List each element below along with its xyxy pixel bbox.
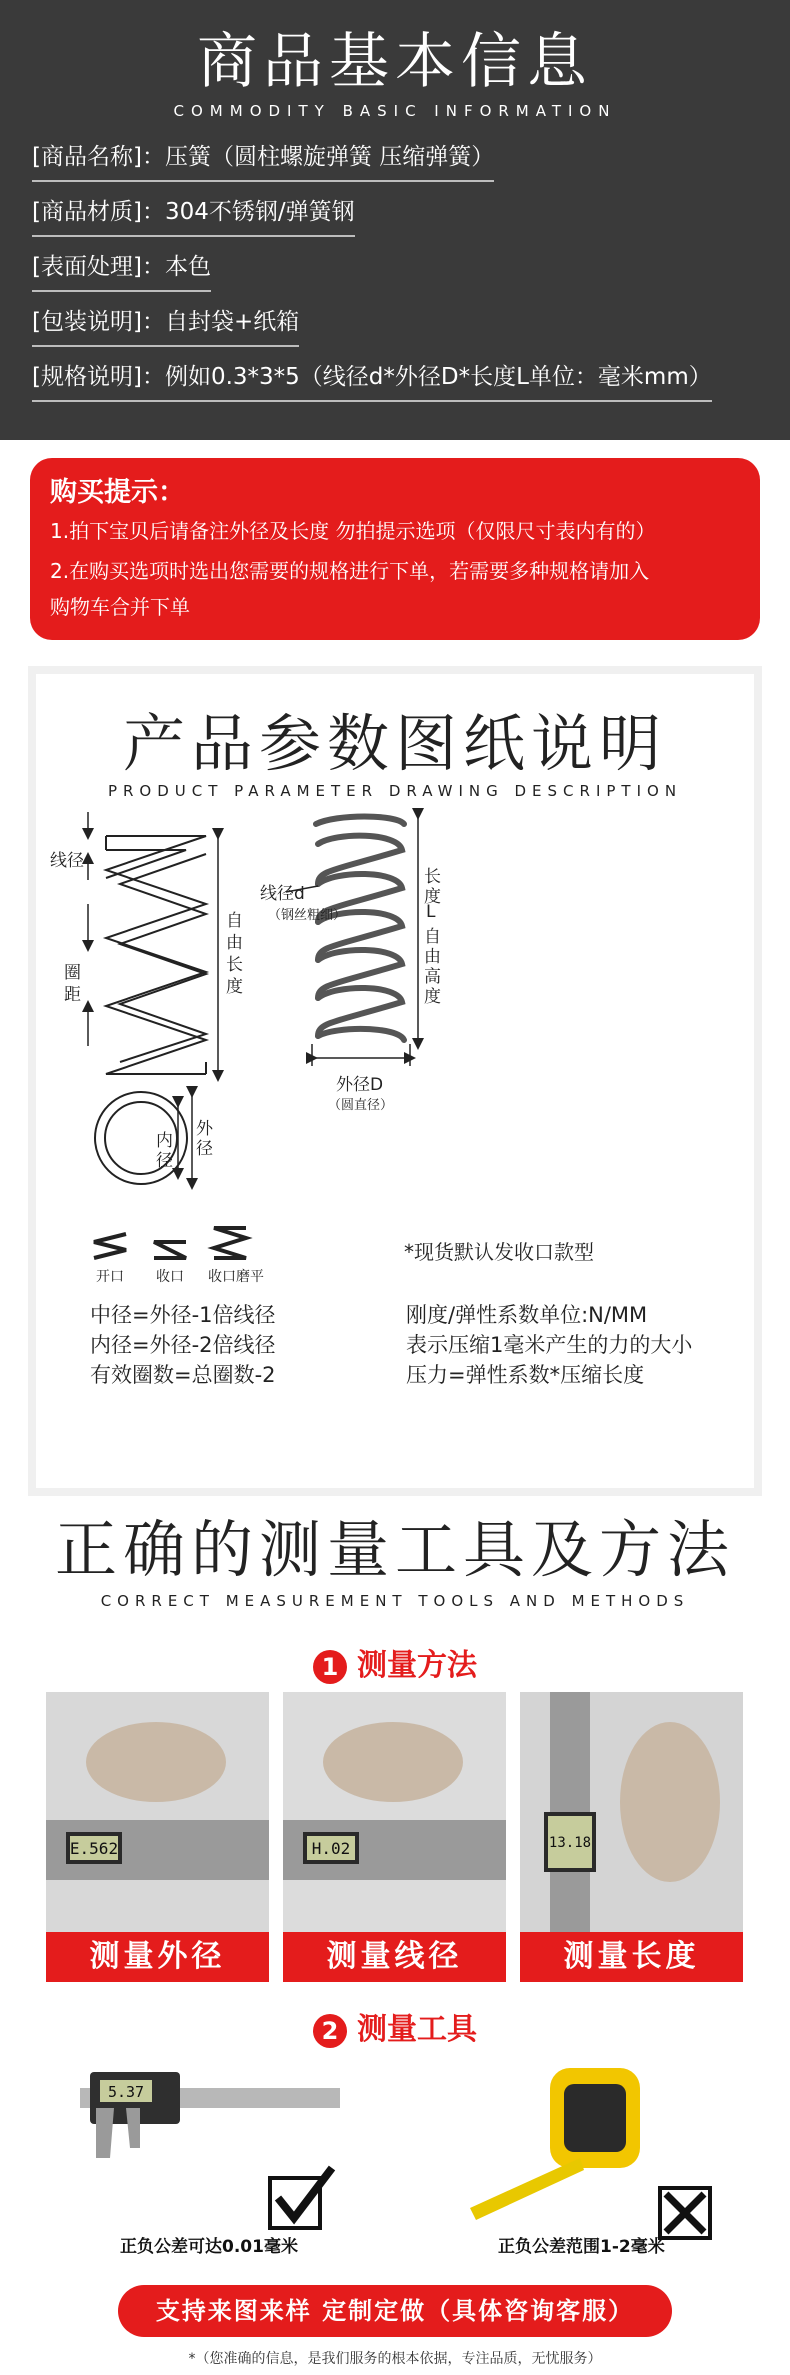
label-pitch-1: 圈 [64,963,81,983]
label-length-1: 长 [424,867,441,887]
photo-measure-outer [46,1692,269,1982]
drawing-subtitle: PRODUCT PARAMETER DRAWING DESCRIPTION [107,782,683,800]
step-tools-label: 测量工具 [357,2012,477,2047]
label-length-3: L [426,902,436,922]
photo-reading-3: 13.18 [548,1835,592,1851]
formula-left-1: 中径=外径-1倍线径 [90,1303,276,1327]
drawing-title: 产品参数图纸说明 [122,707,667,780]
tips-line-1: 1.拍下宝贝后请备注外径及长度 勿拍提示选项（仅限尺寸表内有的） [50,519,656,543]
digital-caliper-image [70,2058,350,2258]
label-outer-1: 外 [196,1119,213,1139]
step-number-2: 2 [313,2014,347,2048]
photo-reading-2: H.02 [311,1839,351,1858]
tips-line-3: 购物车合并下单 [50,595,190,619]
caliper-reading: 5.37 [107,2083,145,2101]
info-row-spec: [规格说明]：例如0.3*3*5（线径d*外径D*长度L单位：毫米mm） [32,360,712,402]
formula-right-1: 刚度/弹性系数单位:N/MM [406,1303,648,1327]
formula-left-3: 有效圈数=总圈数-2 [90,1363,276,1387]
label-length-5: 由 [424,947,441,967]
label-wire-d-note: （钢丝粗细） [268,908,347,923]
label-length-7: 度 [424,987,441,1007]
label-end-closed: 收口 [156,1269,184,1285]
label-length-2: 度 [424,887,441,907]
measure-title: 正确的测量工具及方法 [54,1513,735,1586]
basic-info-section [0,0,790,440]
step-number-1: 1 [313,1650,347,1684]
info-row-material: [商品材质]：304不锈钢/弹簧钢 [32,195,355,237]
label-outer-d-note: （圆直径） [328,1098,394,1113]
tape-measure-image [460,2058,720,2258]
label-length-6: 高 [424,967,441,987]
photo-caption-wire: 测量线径 [283,1932,506,1982]
tolerance-tape: 正负公差范围1-2毫米 [498,2237,665,2257]
photo-measure-length [520,1692,743,1982]
spring-photo-drawing [316,817,404,1041]
parameter-drawing-section [28,666,762,1496]
custom-order-banner: 支持来图来样 定制定做（具体咨询客服） [118,2285,672,2337]
photo-caption-outer: 测量外径 [46,1932,269,1982]
end-type-icons [94,1228,246,1258]
info-row-name: [商品名称]：压簧（圆柱螺旋弹簧 压缩弹簧） [32,140,494,182]
label-default-note: *现货默认发收口款型 [404,1240,594,1264]
spring-outline-drawing [106,836,206,1074]
label-inner-1: 内 [156,1131,173,1151]
basic-info-subtitle: COMMODITY BASIC INFORMATION [173,102,617,120]
drawing-panel [36,674,754,1488]
tips-line-2: 2.在购买选项时选出您需要的规格进行下单，若需要多种规格请加入 [50,559,650,583]
measure-subtitle: CORRECT MEASUREMENT TOOLS AND METHODS [100,1592,690,1610]
basic-info-title: 商品基本信息 [197,27,593,97]
label-free-len-2: 由 [226,933,243,953]
label-wire-d: 线径d [260,884,305,904]
tips-title: 购买提示： [50,477,185,508]
label-end-ground: 收口磨平 [208,1269,264,1285]
photo-measure-wire [283,1692,506,1982]
formula-right-2: 表示压缩1毫米产生的力的大小 [406,1333,693,1357]
photo-caption-length: 测量长度 [520,1932,743,1982]
info-row-package: [包装说明]：自封袋+纸箱 [32,305,299,347]
info-row-surface: [表面处理]：本色 [32,250,211,292]
step-tools-heading [0,2004,790,2048]
label-free-len-3: 长 [226,955,243,975]
label-inner-2: 径 [156,1151,173,1171]
label-outer-d: 外径D [336,1075,384,1095]
label-wire-dia: 线径 [50,851,84,871]
step-method-heading [0,1640,790,1684]
tolerance-caliper: 正负公差可达0.01毫米 [120,2237,298,2257]
label-free-len-4: 度 [226,977,243,997]
label-length-4: 自 [424,927,441,947]
label-outer-2: 径 [196,1139,213,1159]
step-method-label: 测量方法 [357,1648,477,1683]
label-end-open: 开口 [96,1269,124,1285]
photo-reading-1: E.562 [69,1839,119,1858]
label-pitch-2: 距 [64,985,81,1005]
service-footnote: *（您准确的信息，是我们服务的根本依据，专注品质，无忧服务） [188,2351,602,2367]
spring-ring-drawing [95,1092,187,1184]
label-free-len-1: 自 [226,911,243,931]
formula-left-2: 内径=外径-2倍线径 [90,1333,276,1357]
purchase-tips-box [30,458,760,640]
formula-right-3: 压力=弹性系数*压缩长度 [406,1363,645,1387]
